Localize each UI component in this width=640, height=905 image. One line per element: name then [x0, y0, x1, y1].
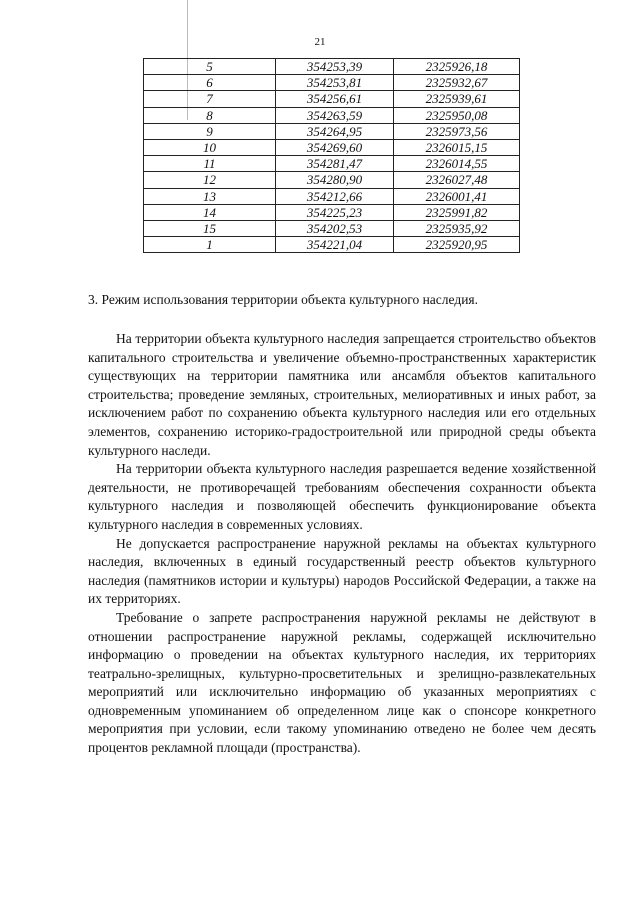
x-coordinate-cell: 354202,53: [276, 220, 394, 236]
table-row: [144, 237, 520, 253]
paragraph-advertising-exception: Требование о запрете распространения наружной рекламы не действуют в отношении распространение наружной рекламы, содержащей исключительно информацию о проведении на объектах культурного наследия, их территориях театрально-зрелищных, культурно-просветительных и зрелищно-развлекательных мероприятий или исключительно информацию об указанных мероприятиях с одновременным упоминанием об определенном лице как о спонсоре конкретного мероприятия при условии, если такому упоминанию отведено не более чем десять процентов рекламной площади (пространства).: [88, 609, 596, 756]
table-row: [144, 204, 520, 220]
point-number-cell: 7: [144, 91, 276, 107]
paragraph-prohibitions: На территории объекта культурного наследия запрещается строительство объектов капитального строительства и увеличение объемно-пространственных характеристик существующих на территории памятника или ансамбля объектов капитального строительства; проведение земляных, строительных, мелиоративных и иных работ, за исключением работ по сохранению объекта культурного наследия или его отдельных элементов, сохранению историко-градостроительной или природной среды объекта культурного наследи.: [88, 331, 596, 458]
table-row: [144, 220, 520, 236]
y-coordinate-cell: 2326014,55: [394, 156, 520, 172]
table-row: [144, 123, 520, 139]
point-number-cell: 11: [144, 156, 276, 172]
table-row: [144, 139, 520, 155]
table-row: [144, 188, 520, 204]
table-row: [144, 156, 520, 172]
coordinates-table-body: [144, 59, 520, 253]
y-coordinate-cell: 2326027,48: [394, 172, 520, 188]
table-row: [144, 91, 520, 107]
x-coordinate-cell: 354264,95: [276, 123, 394, 139]
point-number-cell: 12: [144, 172, 276, 188]
x-coordinate-cell: 354212,66: [276, 188, 394, 204]
point-number-cell: 1: [144, 237, 276, 253]
x-coordinate-cell: 354221,04: [276, 237, 394, 253]
x-coordinate-cell: 354253,39: [276, 59, 394, 75]
page-number: 21: [314, 36, 326, 48]
point-number-cell: 9: [144, 123, 276, 139]
point-number-cell: 10: [144, 139, 276, 155]
point-number-cell: 13: [144, 188, 276, 204]
point-number-cell: 5: [144, 59, 276, 75]
coordinates-table: [143, 58, 520, 253]
x-coordinate-cell: 354281,47: [276, 156, 394, 172]
y-coordinate-cell: 2325935,92: [394, 220, 520, 236]
y-coordinate-cell: 2325939,61: [394, 91, 520, 107]
y-coordinate-cell: 2326001,41: [394, 188, 520, 204]
point-number-cell: 15: [144, 220, 276, 236]
section-title: 3. Режим использования территории объекта культурного наследия.: [88, 292, 479, 307]
y-coordinate-cell: 2325973,56: [394, 123, 520, 139]
section-body: [88, 330, 596, 758]
x-coordinate-cell: 354269,60: [276, 139, 394, 155]
table-row: [144, 59, 520, 75]
x-coordinate-cell: 354225,23: [276, 204, 394, 220]
paragraph-permitted-activity: На территории объекта культурного наследия разрешается ведение хозяйственной деятельности, не противоречащей требованиям обеспечения сохранности объекта культурного наследия и позволяющей обеспечить функционирование объекта культурного наследия в современных условиях.: [88, 461, 596, 532]
table-row: [144, 75, 520, 91]
y-coordinate-cell: 2325991,82: [394, 204, 520, 220]
paragraph-advertising-ban: Не допускается распространение наружной рекламы на объектах культурного наследия, включенных в единый государственный реестр объектов культурного наследия (памятников истории и культуры) народов Российской Федерации, а также на их территориях.: [88, 535, 596, 607]
table-row: [144, 107, 520, 123]
y-coordinate-cell: 2325950,08: [394, 107, 520, 123]
y-coordinate-cell: 2325926,18: [394, 59, 520, 75]
y-coordinate-cell: 2326015,15: [394, 139, 520, 155]
y-coordinate-cell: 2325920,95: [394, 237, 520, 253]
point-number-cell: 6: [144, 75, 276, 91]
point-number-cell: 14: [144, 204, 276, 220]
x-coordinate-cell: 354253,81: [276, 75, 394, 91]
x-coordinate-cell: 354256,61: [276, 91, 394, 107]
x-coordinate-cell: 354263,59: [276, 107, 394, 123]
x-coordinate-cell: 354280,90: [276, 172, 394, 188]
point-number-cell: 8: [144, 107, 276, 123]
table-row: [144, 172, 520, 188]
y-coordinate-cell: 2325932,67: [394, 75, 520, 91]
